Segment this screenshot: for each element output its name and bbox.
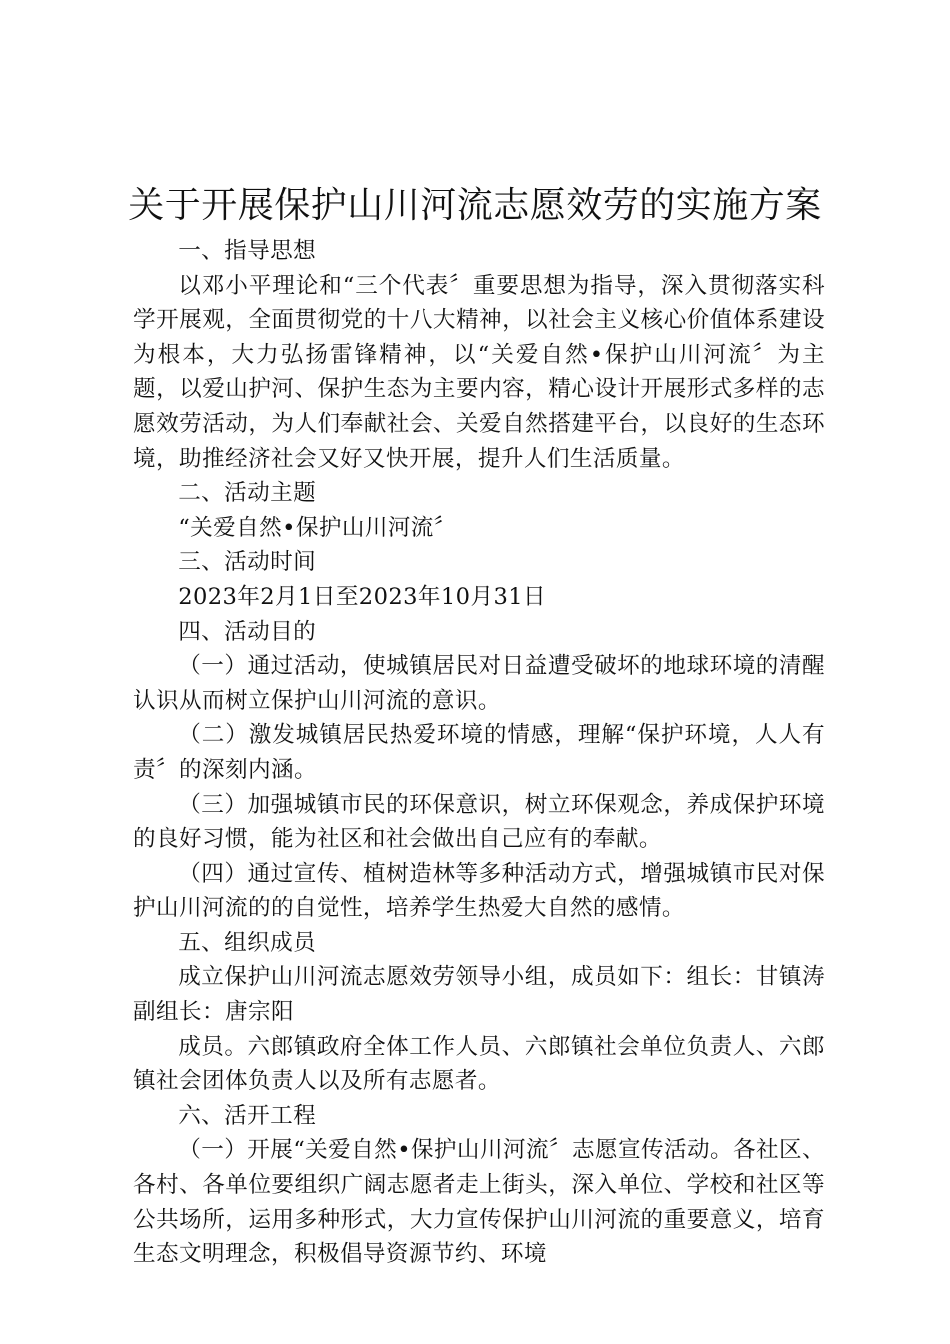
paragraph-purpose-1: （一）通过活动，使城镇居民对日益遭受破坏的地球环境的清醒认识从而树立保护山川河流的意识。 xyxy=(133,653,825,714)
paragraph-purpose-2: （二）激发城镇居民热爱环境的情感，理解“保护环境，人人有责〞的深刻内涵。 xyxy=(133,722,825,783)
section-heading-organization: 五、组织成员 xyxy=(178,929,317,956)
section-heading-activity-time: 三、活动时间 xyxy=(178,549,317,576)
section-heading-activity-purpose: 四、活动目的 xyxy=(178,618,317,645)
paragraph-activity-1: （一）开展“关爱自然•保护山川河流〞志愿宣传活动。各社区、各村、各单位要组织广阔志愿者走上街头，深入单位、学校和社区等公共场所，运用多种形式，大力宣传保护山川河流的重要意义，培育生态文明理念，积极倡导资源节约、环境 xyxy=(133,1137,825,1268)
paragraph-purpose-3: （三）加强城镇市民的环保意识，树立环保观念，养成保护环境的良好习惯，能为社区和社会做出自己应有的奉献。 xyxy=(133,791,825,853)
paragraph-members: 成员。六郎镇政府全体工作人员、六郎镇社会单位负责人、六郎镇社会团体负责人以及所有志愿者。 xyxy=(133,1033,825,1095)
section-heading-activities: 六、活开工程 xyxy=(178,1102,317,1129)
paragraph-activity-theme: “关爱自然•保护山川河流〞 xyxy=(178,514,457,541)
paragraph-activity-time: 2023年2月1日至2023年10月31日 xyxy=(178,583,546,610)
document-title: 关于开展保护山川河流志愿效劳的实施方案 xyxy=(128,185,822,226)
paragraph-guiding-ideology: 以邓小平理论和“三个代表〞重要思想为指导，深入贯彻落实科学开展观，全面贯彻党的十八大精神，以社会主义核心价值体系建设为根本，大力弘扬雷锋精神，以“关爱自然•保护山川河流〞为主题，以爱山护河、保护生态为主要内容，精心设计开展形式多样的志愿效劳活动，为人们奉献社会、关爱自然搭建平台，以良好的生态环境，助推经济社会又好又快开展，提升人们生活质量。 xyxy=(133,272,825,472)
section-heading-guiding-ideology: 一、指导思想 xyxy=(178,238,317,264)
document-body xyxy=(133,234,825,1272)
section-heading-activity-theme: 二、活动主题 xyxy=(178,480,317,507)
paragraph-purpose-4: （四）通过宣传、植树造林等多种活动方式，增强城镇市民对保护山川河流的的自觉性，培养学生热爱大自然的感情。 xyxy=(133,860,825,922)
paragraph-leadership-group: 成立保护山川河流志愿效劳领导小组，成员如下：组长：甘镇涛副组长：唐宗阳 xyxy=(133,964,825,1026)
